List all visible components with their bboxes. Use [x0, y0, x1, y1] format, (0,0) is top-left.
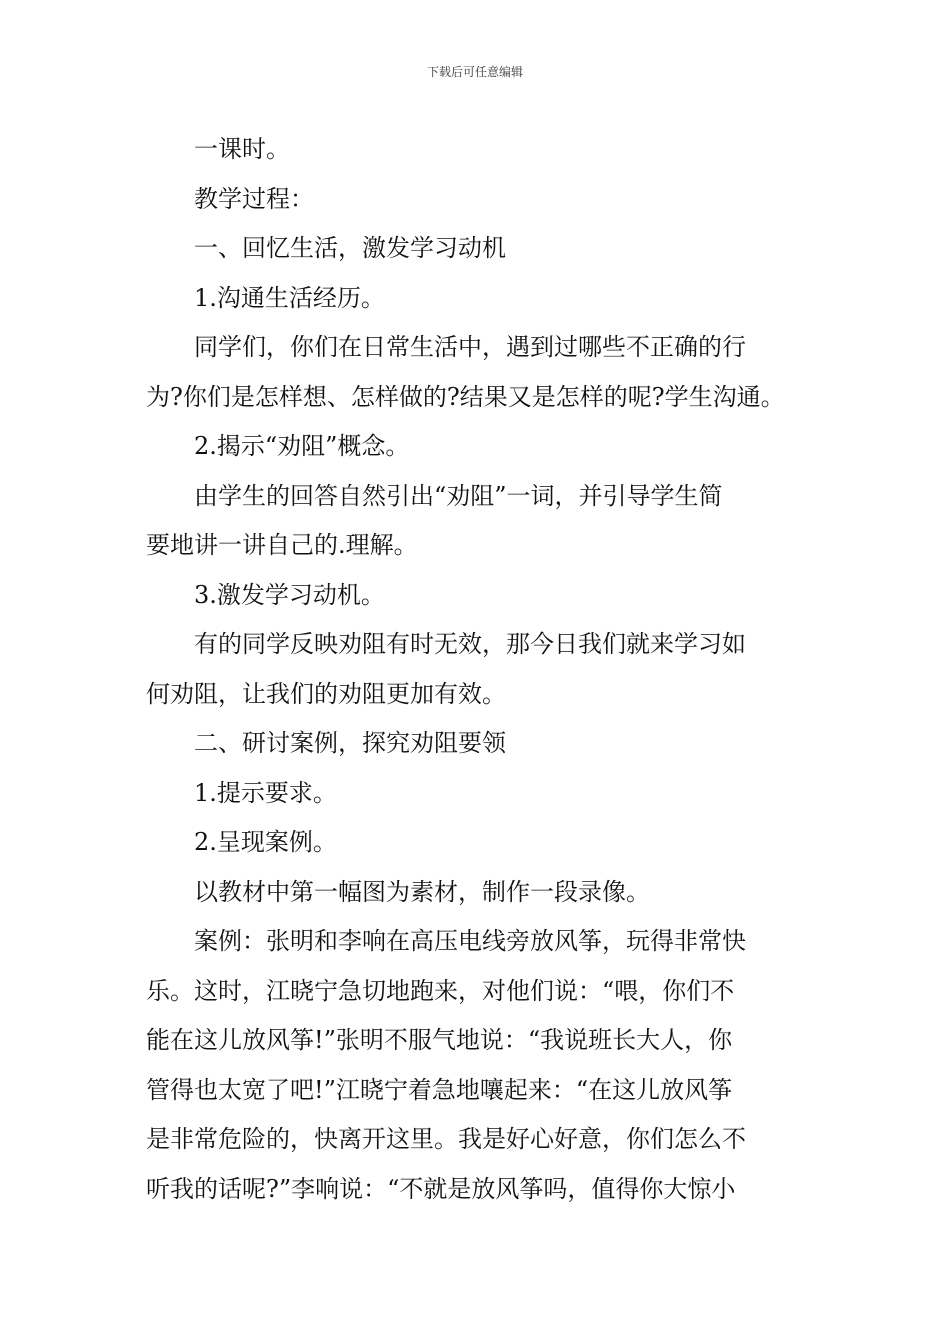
text-line: 一、回忆生活，激发学习动机: [194, 234, 506, 262]
text-line: 2.揭示“劝阻”概念。: [194, 432, 410, 460]
text-line: 能在这儿放风筝!”张明不服气地说：“我说班长大人，你: [146, 1026, 733, 1054]
document-body: [146, 125, 818, 1214]
page-header: 下载后可任意编辑: [426, 65, 523, 79]
text-line: 1.沟通生活经历。: [194, 283, 385, 312]
text-line: 由学生的回答自然引出“劝阻”一词，并引导学生简: [194, 481, 723, 510]
text-line: 为?你们是怎样想、怎样做的?结果又是怎样的呢?学生沟通。: [146, 382, 785, 411]
text-line: 3.激发学习动机。: [194, 580, 385, 609]
text-line: 同学们，你们在日常生活中，遇到过哪些不正确的行: [194, 333, 746, 361]
text-line: 教学过程：: [194, 184, 314, 213]
text-line: 何劝阻，让我们的劝阻更加有效。: [146, 679, 506, 708]
text-line: 案例：张明和李响在高压电线旁放风筝，玩得非常快: [194, 927, 746, 955]
text-line: 2.呈现案例。: [194, 828, 337, 856]
text-line: 有的同学反映劝阻有时无效，那今日我们就来学习如: [194, 630, 746, 658]
text-line: 1.提示要求。: [194, 778, 337, 807]
text-line: 乐。这时，江晓宁急切地跑来，对他们说：“喂，你们不: [146, 976, 735, 1005]
text-line: 一课时。: [194, 135, 290, 163]
text-line: 是非常危险的，快离开这里。我是好心好意，你们怎么不: [146, 1125, 746, 1153]
text-line: 听我的话呢?”李响说：“不就是放风筝吗，值得你大惊小: [146, 1174, 736, 1203]
text-line: 管得也太宽了吧!”江晓宁着急地嚷起来：“在这儿放风筝: [146, 1075, 733, 1104]
text-line: 以教材中第一幅图为素材，制作一段录像。: [194, 877, 650, 906]
text-line: 要地讲一讲自己的.理解。: [146, 531, 418, 559]
text-line: 二、研讨案例，探究劝阻要领: [194, 729, 506, 757]
